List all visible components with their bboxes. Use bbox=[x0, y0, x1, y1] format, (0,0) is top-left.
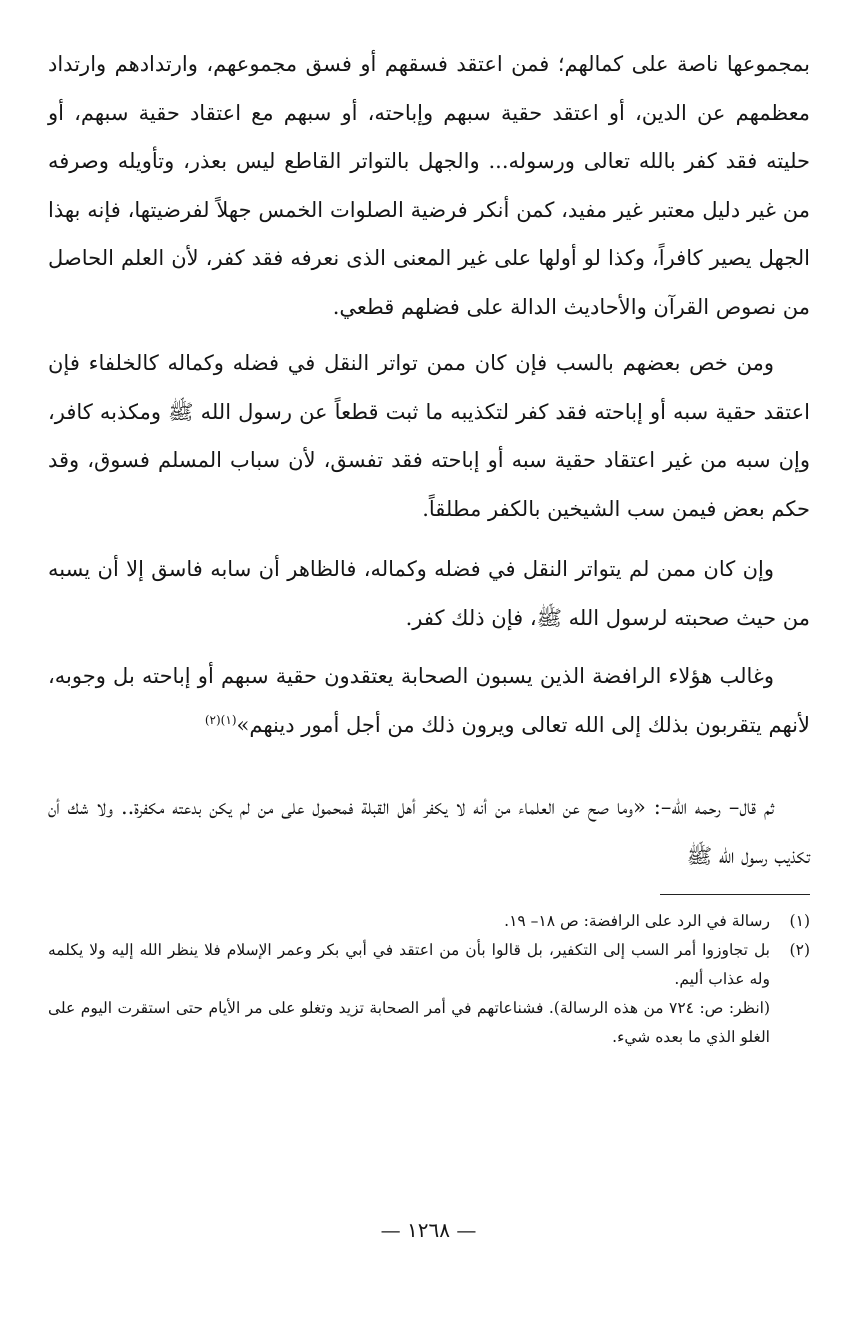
footnote-1 bbox=[48, 907, 810, 936]
page-body bbox=[48, 40, 810, 1052]
paragraph-3: وإن كان ممن لم يتواتر النقل في فضله وكماله، فالظاهر أن سابه فاسق إلا أن يسبه من حيث صحبته لرسول الله ﷺ، فإن ذلك كفر. bbox=[48, 557, 810, 630]
footnote-number: (١) bbox=[789, 912, 810, 930]
paragraph-2: ومن خص بعضهم بالسب فإن كان ممن تواتر النقل في فضله وكماله كالخلفاء فإن اعتقد حقية سبه أو إباحته فقد كفر لتكذيبه ما ثبت قطعاً عن رسول الله ﷺ ومكذبه كافر، وإن سبه من غير اعتقاد حقية سبه أو إباحته فقد تفسق، لأن سباب المسلم فسوق، وقد حكم بعض فيمن سب الشيخين بالكفر مطلقاً. bbox=[48, 351, 810, 521]
footnote-divider bbox=[660, 894, 810, 895]
page-number: — ١٢٦٨ — bbox=[380, 1218, 477, 1242]
footnote-2-continuation: (انظر: ص: ٧٢٤ من هذه الرسالة). فشناعاتهم في أمر الصحابة تزيد وتغلو على مر الأيام حتى استقرت اليوم على الغلو الذي ما بعده شيء. bbox=[48, 999, 771, 1046]
footnotes bbox=[48, 907, 810, 1052]
footnote-number: (٢) bbox=[789, 941, 810, 959]
footnote-2 bbox=[48, 936, 810, 994]
paragraph-1: بمجموعها ناصة على كمالهم؛ فمن اعتقد فسقهم أو فسق مجموعهم، وارتدادهم وارتداد معظمهم عن الدين، أو اعتقد حقية سبهم وإباحته، أو سبهم مع اعتقاد حقية سبهم، أو حليته فقد كفر بالله تعالى ورسوله... والجهل بالتواتر القاطع ليس بعذر، وتأويله وصرفه من غير دليل معتبر غير مفيد، كمن أنكر فرضية الصلوات الخمس جهلاً لفرضيتها، فإنه بهذا الجهل يصير كافراً، وكذا لو أولها على غير المعنى الذى نعرفه فقد كفر، لأن العلم الحاصل من نصوص القرآن والأحاديث الدالة على فضلهم قطعي. bbox=[48, 52, 810, 319]
footnote-text: بل تجاوزوا أمر السب إلى التكفير، بل قالوا بأن من اعتقد في أبي بكر وعمر الإسلام فلا ينظر الله إليه ولا يكلمه وله عذاب أليم. bbox=[48, 941, 770, 988]
paragraph-5: ثم قال– رحمه الله–: «وما صح عن العلماء من أنه لا يكفر أهل القبلة فمحمول على من لم يكن بدعته مكفرة.. ولا شك أن تكذيب رسول الله ﷺ bbox=[48, 795, 810, 868]
footnote-text: رسالة في الرد على الرافضة: ص ١٨– ١٩. bbox=[504, 912, 770, 930]
paragraph-4-text: وغالب هؤلاء الرافضة الذين يسبون الصحابة يعتقدون حقية سبهم أو إباحته بل وجوبه، لأنهم يتقربون بذلك إلى الله تعالى ويرون ذلك من أجل أمور دينهم» bbox=[48, 664, 810, 737]
footnote-refs: (١)(٢) bbox=[204, 712, 237, 727]
paragraph-4 bbox=[48, 652, 810, 749]
